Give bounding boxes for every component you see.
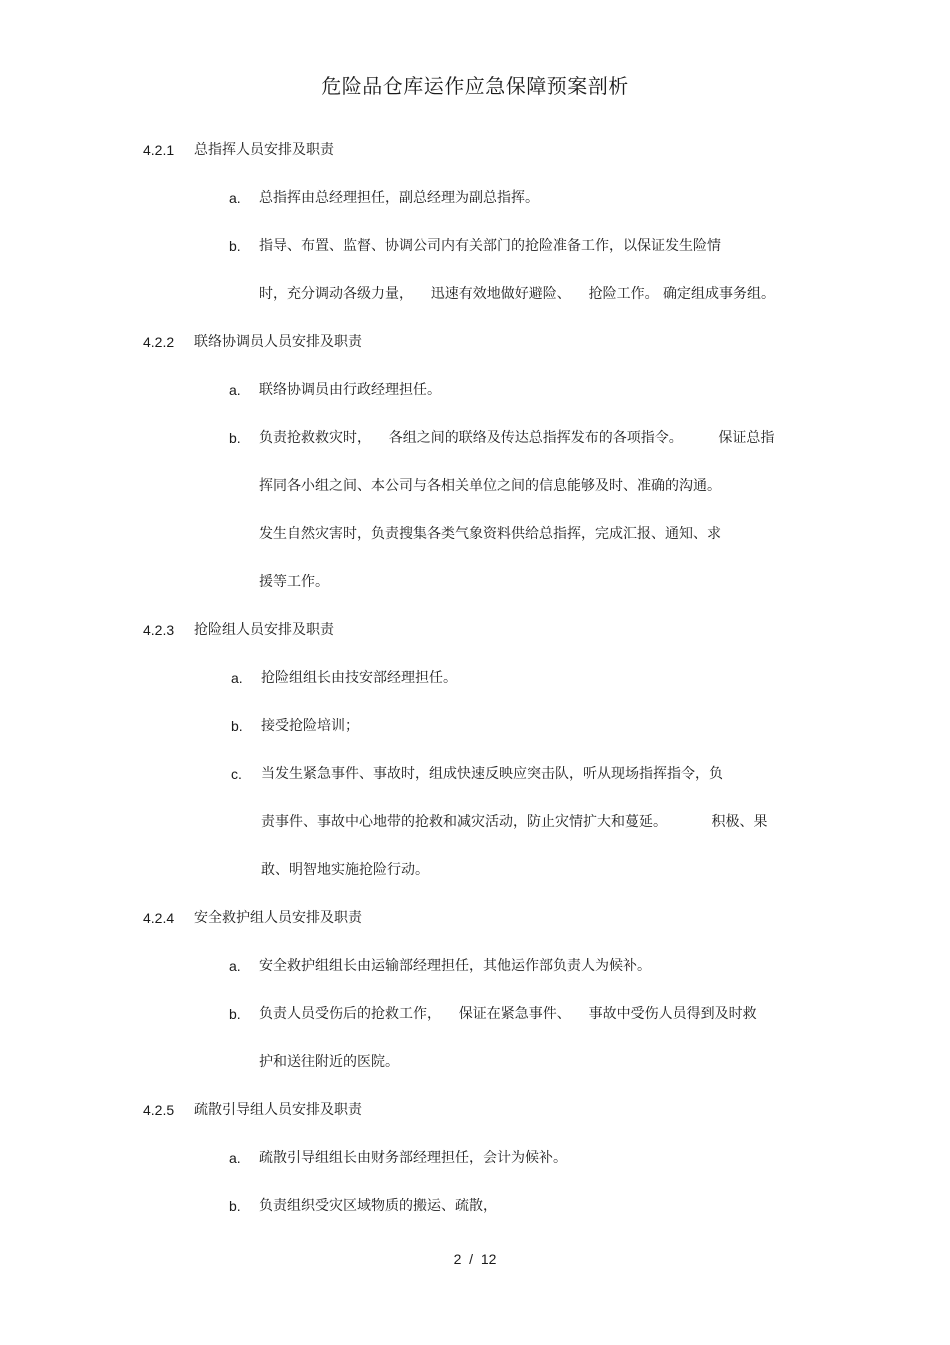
item-line: 抢险组组长由技安部经理担任。 (261, 670, 457, 686)
item-line: 挥同各小组之间、本公司与各相关单位之间的信息能够及时、准确的沟通。 (259, 478, 721, 494)
section-number: 4.2.5 (143, 1102, 175, 1118)
item-line: 援等工作。 (259, 574, 329, 590)
item-line: 当发生紧急事件、事故时，组成快速反映应突击队，听从现场指挥指令，负 (261, 766, 723, 782)
item-line: 负责组织受灾区域物质的搬运、疏散， (259, 1198, 497, 1214)
section-heading: 抢险组人员安排及职责 (194, 622, 334, 638)
section-heading: 安全救护组人员安排及职责 (194, 910, 362, 926)
item-line: 安全救护组组长由运输部经理担任，其他运作部负责人为候补。 (259, 958, 651, 974)
item-line: 指导、布置、监督、协调公司内有关部门的抢险准备工作，以保证发生险情 (259, 238, 721, 254)
item-marker: a. (229, 958, 241, 974)
item-marker: a. (231, 670, 243, 686)
item-marker: a. (229, 190, 241, 206)
item-line: 疏散引导组组长由财务部经理担任，会计为候补。 (259, 1150, 567, 1166)
section-heading: 疏散引导组人员安排及职责 (194, 1102, 362, 1118)
section-number: 4.2.3 (143, 622, 175, 638)
item-line: 责事件、事故中心地带的抢救和减灾活动，防止灾情扩大和蔓延。 积极、果 (261, 814, 768, 830)
item-marker: c. (231, 766, 242, 782)
item-marker: b. (229, 238, 241, 254)
item-line: 敢、明智地实施抢险行动。 (261, 862, 429, 878)
item-line: 总指挥由总经理担任，副总经理为副总指挥。 (259, 190, 539, 206)
item-line: 联络协调员由行政经理担任。 (259, 382, 441, 398)
item-marker: b. (229, 1198, 241, 1214)
item-line: 负责人员受伤后的抢救工作， 保证在紧急事件、 事故中受伤人员得到及时救 (259, 1006, 757, 1022)
item-line: 接受抢险培训； (261, 718, 359, 734)
item-marker: b. (229, 430, 241, 446)
section-number: 4.2.4 (143, 910, 175, 926)
section-number: 4.2.1 (143, 142, 175, 158)
item-marker: a. (229, 1150, 241, 1166)
item-line: 发生自然灾害时，负责搜集各类气象资料供给总指挥，完成汇报、通知、求 (259, 526, 721, 542)
item-marker: a. (229, 382, 241, 398)
section-number: 4.2.2 (143, 334, 175, 350)
page-number: 2 / 12 (453, 1251, 497, 1267)
item-marker: b. (229, 1006, 241, 1022)
item-line: 负责抢救救灾时， 各组之间的联络及传达总指挥发布的各项指令。 保证总指 (259, 430, 775, 446)
page-title: 危险品仓库运作应急保障预案剖析 (321, 74, 629, 98)
item-marker: b. (231, 718, 243, 734)
item-line: 护和送往附近的医院。 (259, 1054, 399, 1070)
section-heading: 总指挥人员安排及职责 (194, 142, 334, 158)
item-line: 时，充分调动各级力量， 迅速有效地做好避险、 抢险工作。 确定组成事务组。 (259, 286, 776, 302)
section-heading: 联络协调员人员安排及职责 (194, 334, 362, 350)
